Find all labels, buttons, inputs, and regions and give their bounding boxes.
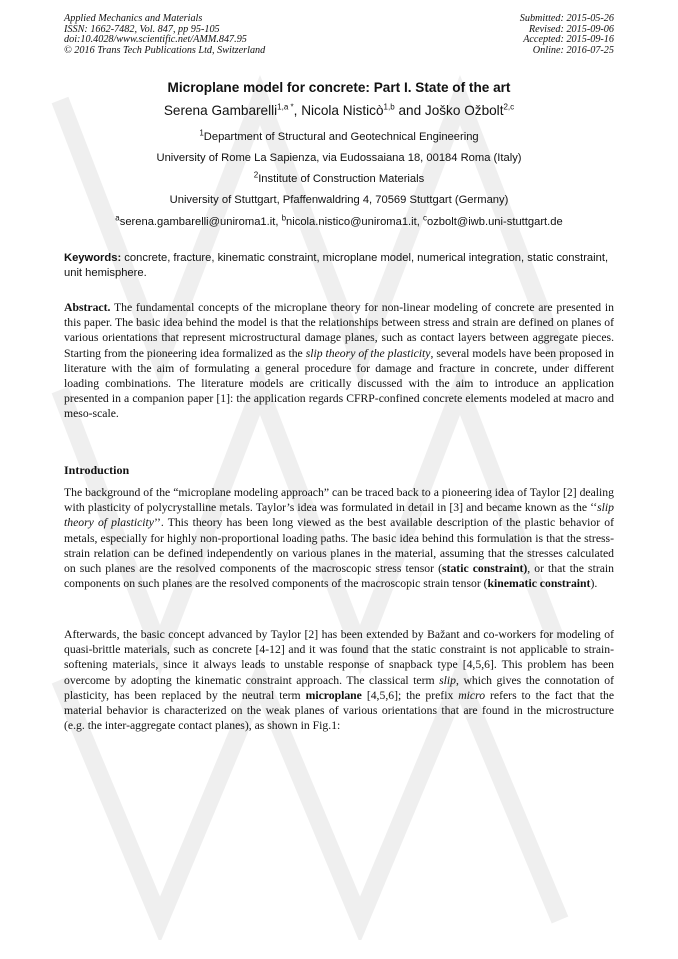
- online-date: Online: 2016-07-25: [532, 44, 614, 56]
- keywords: [64, 251, 614, 281]
- body-text: ).: [590, 577, 598, 591]
- body-strong: microplane: [305, 688, 362, 702]
- abstract-label: Abstract.: [64, 301, 111, 314]
- affiliation-2-institute: [0, 170, 678, 185]
- journal-name: Applied Mechanics and Materials: [64, 13, 203, 24]
- author-list: [0, 103, 678, 118]
- keywords-label: Keywords:: [64, 252, 122, 264]
- keywords-text: concrete, fracture, kinematic constraint, microplane model, numerical integration, static constraint, unit hemisphere.: [64, 252, 609, 279]
- issn-line: ISSN: 1662-7482, Vol. 847, pp 95-105: [64, 23, 220, 35]
- section-heading-introduction: Introduction: [64, 463, 130, 477]
- affiliation-1-department: [0, 128, 678, 143]
- submission-dates: [520, 14, 614, 56]
- body-emphasis: slip: [439, 673, 456, 687]
- author-affiliation-mark: 1,a *: [277, 102, 294, 112]
- email-list: [0, 213, 678, 228]
- affiliation-text: Institute of Construction Materials: [258, 173, 425, 185]
- introduction-paragraph-2: [64, 627, 614, 733]
- affiliation-1-address: University of Rome La Sapienza, via Eudossaiana 18, 00184 Roma (Italy): [156, 152, 522, 164]
- abstract-text: , several models have been proposed in literature with the aim of formulating a general procedure for damage and fracture in concrete, under different loading combinations. The literature models are critically discussed with the aim to introduce an application presented in a companion paper [1]: the application regards CFRP-confined concrete elements modeled at macro and meso-scale.: [64, 346, 614, 421]
- body-text: ’’. This theory has been long viewed as the best available description of the plastic behavior of metals, especially for highly non-proportional loading paths. The basic idea behind this formulation is that the stress-strain relation can be defined independently on various planes in the material, assuming that the stresses calculated on such planes are the resolved components of the macroscopic stress tensor (: [64, 516, 614, 576]
- body-emphasis: micro: [458, 688, 486, 702]
- email-mark: c: [422, 213, 427, 223]
- email-mark: b: [281, 213, 287, 223]
- affiliation-mark: 1: [199, 128, 204, 138]
- author-separator: ,: [293, 103, 302, 118]
- body-emphasis: slip theory of plasticity: [64, 501, 614, 530]
- copyright-line: © 2016 Trans Tech Publications Ltd, Switzerland: [64, 44, 266, 56]
- revised-date: Revised: 2015-09-06: [528, 23, 614, 35]
- abstract-text: The fundamental concepts of the microplane theory for non-linear modeling of concrete are presented in this paper. The basic idea behind the model is that the relationships between stress and strain are defined on planes of various orientations that represent microstructural damage planes, such as contact layers between aggregate pieces. Starting from the pioneering idea formalized as the: [64, 301, 614, 360]
- body-text: [4,5,6]; the prefix: [361, 688, 459, 702]
- affiliation-text: Department of Structural and Geotechnical Engineering: [203, 131, 479, 143]
- affiliation-mark: 2: [253, 170, 259, 180]
- body-text: The background of the “microplane modeling approach” can be traced back to a pioneering idea of Taylor [2] dealing with plasticity of polycrystalline metals. Taylor’s idea was formulated in detail in [3] and became known as the ‘‘: [64, 486, 614, 515]
- introduction-paragraph-1: [64, 485, 614, 591]
- email-address[interactable]: nicola.nistico@uniroma1.it,: [286, 216, 423, 228]
- doi-line: doi:10.4028/www.scientific.net/AMM.847.95: [64, 34, 247, 46]
- email-address[interactable]: serena.gambarelli@uniroma1.it,: [119, 216, 282, 228]
- body-text: refers to the fact that the material behavior is characterized on the weak planes of various orientations that are found in the microstructure (e.g. the inter-aggregate contact planes), as shown in Fig.1:: [64, 688, 615, 733]
- abstract-emphasis: slip theory of the plasticity: [305, 346, 431, 360]
- journal-info: [64, 14, 265, 56]
- email-address[interactable]: ozbolt@iwb.uni-stuttgart.de: [426, 216, 563, 228]
- abstract: [64, 300, 614, 422]
- author-name: Nicola Nisticò: [301, 103, 384, 118]
- author-separator: and: [394, 103, 425, 118]
- affiliation-2-address: University of Stuttgart, Pfaffenwaldring 4, 70569 Stuttgart (Germany): [169, 194, 509, 206]
- body-text: Afterwards, the basic concept advanced by Taylor [2] has been extended by Bažant and co-workers for modeling of quasi-brittle materials, such as concrete [4-12] and it was found that the static constraint is not applicable to strain-softening materials, since it always leads to unstable response of snapback type [4,5,6]. This problem has been overcome by adopting the kinematic constraint approach. The classical term: [64, 628, 614, 687]
- email-mark: a: [115, 213, 120, 223]
- paper-title: Microplane model for concrete: Part I. State of the art: [167, 80, 511, 95]
- body-text: , which gives the connotation of plasticity, has been replaced by the neutral term: [64, 673, 614, 702]
- body-strong: static constraint): [442, 562, 528, 576]
- body-strong: kinematic constraint: [487, 577, 591, 591]
- submitted-date: Submitted: 2015-05-26: [519, 13, 614, 24]
- author-affiliation-mark: 2,c: [503, 102, 515, 112]
- accepted-date: Accepted: 2015-09-16: [523, 34, 614, 46]
- author-affiliation-mark: 1,b: [383, 102, 395, 112]
- author-name: Joško Ožbolt: [424, 103, 504, 118]
- body-text: , or that the strain components on such planes are the resolved components of the macroscopic strain tensor (: [64, 562, 614, 591]
- author-name: Serena Gambarelli: [163, 103, 278, 118]
